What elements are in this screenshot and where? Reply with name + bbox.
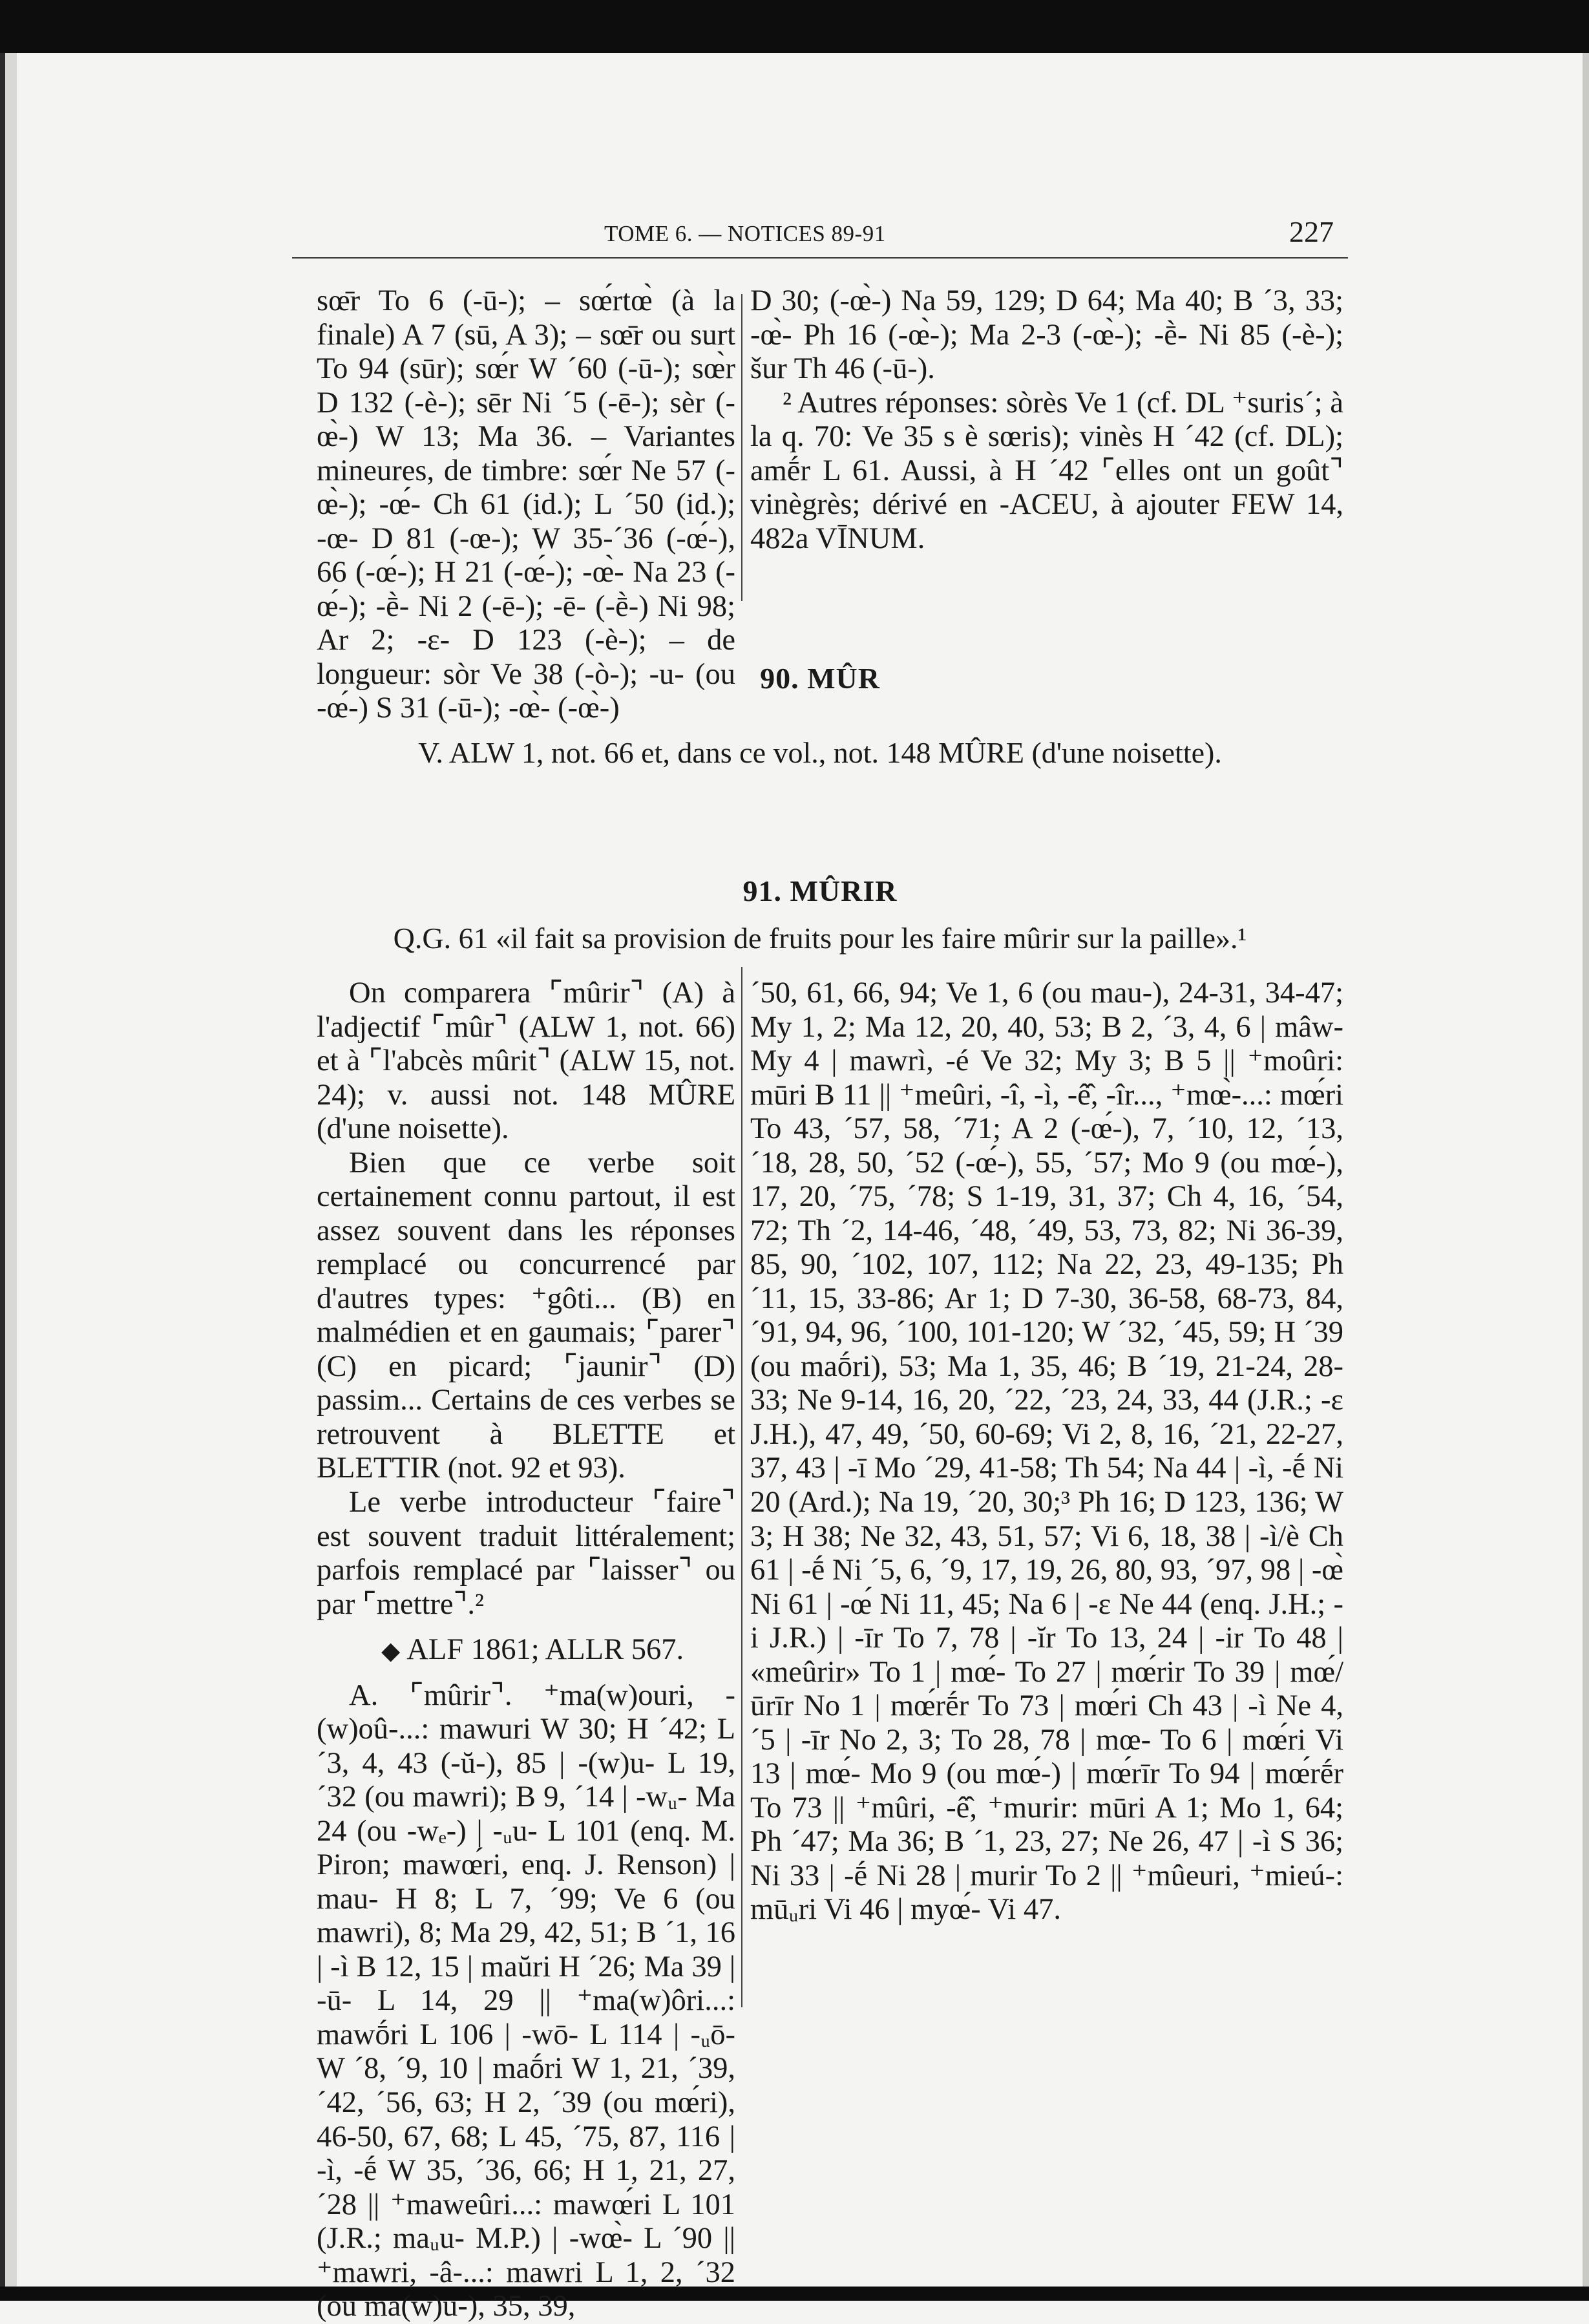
scan-border-bottom [0,2287,1589,2301]
page-number: 227 [1289,215,1334,248]
type-a-entry: A. ⌜mûrir⌝. ⁺ma(w)ouri, -(w)oû-...: mawuri W 30; H ´42; L ´3, 4, 43 (-ŭ-), 85 | -(w)u- L 19, ´32 (ou mawri); B 9, ´14 | -wᵤ- Ma 24 (ou -wₑ-) | -ᵤu- L 101 (enq. M. Piron; mawœ́ri, enq. J. Renson) | mau- H 8; L 7, ´99; Ve 6 (ou mawri), 8; Ma 29, 42, 51; B ´1, 16 | -ì B 12, 15 | maŭri H ´26; Ma 39 | -ū- L 14, 29 || ⁺ma(w)ôri...: mawṓri L 106 | -wō- L 114 | -ᵤō- W ´8, ´9, 10 | maṓri W 1, 21, ´39, ´42, ´56, 63; H 2, ´39 (ou mœ́ri), 46-50, 67, 68; L 45, ´75, 87, 116 | -ì, -ḗ W 35, ´36, 66; H 1, 21, 27, ´28 || ⁺maweûri...: mawœ́ri L 101 (J.R.; maᵤu- M.P.) | -wœ̀- L ´90 || ⁺mawri, -â-...: mawri L 1, 2, ´32 (ou ma(w)u-), 35, 39, [317,1678,735,2323]
footnote-2: ² Autres réponses: sòrès Ve 1 (cf. DL ⁺suris´; à la q. 70: Ve 35 s è sœris); vinès H ´42 (cf. DL); amḗr L 61. Aussi, à H ´42 ⌜elles ont un goût⌝ vinègrès; dérivé en -ACEU, à ajouter FEW 14, 482a VĪNUM. [750,386,1343,555]
notice-91-title: 91. MÛRIR [742,874,898,907]
notice-90-reference: V. ALW 1, not. 66 et, dans ce vol., not. 148 MÛRE (d'une noisette). [418,736,1222,769]
top-left-column [317,284,735,726]
top-right-column [750,284,1343,556]
continuation-text-right: D 30; (-œ̀-) Na 59, 129; D 64; Ma 40; B ´3, 33; -œ̀- Ph 16 (-œ̀-); Ma 2-3 (-œ̀-); -ḕ- Ni 85 (-è-); šur Th 46 (-ū-). [750,284,1343,386]
running-head: TOME 6. — NOTICES 89-91 [604,221,886,246]
references-line [317,1633,735,1667]
paragraph-intro: On comparera ⌜mûrir⌝ (A) à l'adjectif ⌜mûr⌝ (ALW 1, not. 66) et à ⌜l'abcès mûrit⌝ (ALW 15, not. 24); v. aussi not. 148 MÛRE (d'une noisette). [317,977,735,1146]
scan-edge-left [0,53,5,2287]
continuation-text-left: sœ̄r To 6 (-ū-); – sœ́rtœ̀ (à la finale) A 7 (sū, A 3); – sœ̄r ou surt To 94 (sūr); sœ́r W ´60 (-ū-); sœ̀r D 132 (-è-); sēr Ni ´5 (-ē-); sèr (-œ̀-) W 13; Ma 36. – Variantes mineures, de timbre: sœ́r Ne 57 (-œ̀-); -œ́- Ch 61 (id.); L ´50 (id.); -œ- D 81 (-œ-); W 35-´36 (-œ́-), 66 (-œ́-); H 21 (-œ́-); -œ̀- Na 23 (-œ́-); -ḕ- Ni 2 (-ē-); -ē- (-ḕ-) Ni 98; Ar 2; -ε- D 123 (-è-); – de longueur: sòr Ve 38 (-ò-); -u- (ou -œ́-) S 31 (-ū-); -œ̀- (-œ̀-) [317,284,735,725]
notice-91-question: Q.G. 61 «il fait sa provision de fruits pour les faire mûrir sur la paille».¹ [393,922,1247,955]
scan-border-right [1583,53,1589,2287]
paragraph-introducer: Le verbe introducteur ⌜faire⌝ est souvent traduit littéralement; parfois remplacé par ⌜laisser⌝ ou par ⌜mettre⌝.² [317,1485,735,1621]
notice-91-left-column [317,977,735,2324]
paragraph-types: Bien que ce verbe soit certainement connu partout, il est assez souvent dans les réponses remplacé ou concurrencé par d'autres types: ⁺gôti... (B) en malmédien et en gaumais; ⌜parer⌝ (C) en picard; ⌜jaunir⌝ (D) passim... Certains de ces verbes se retrouvent à BLETTE et BLETTIR (not. 92 et 93). [317,1146,735,1485]
column-divider-top [741,294,742,601]
header-rule [292,257,1348,259]
column-divider-bottom [741,967,742,2007]
notice-91-right-column [750,977,1343,1927]
type-a-continuation: ´50, 61, 66, 94; Ve 1, 6 (ou mau-), 24-31, 34-47; My 1, 2; Ma 12, 20, 40, 53; B 2, ´3, 4, 6 | mâw- My 4 | mawrì, -é Ve 32; My 3; B 5 || ⁺moûri: mūri B 11 || ⁺meûri, -î, -ì, -ê̂, -îr..., ⁺mœ̀-...: mœ́ri To 43, ´57, 58, ´71; A 2 (-œ́-), 7, ´10, 12, ´13, ´18, 28, 50, ´52 (-œ́-), 55, ´57; Mo 9 (ou mœ́-), 17, 20, ´75, ´78; S 1-19, 31, 37; Ch 4, 16, ´54, 72; Th ´2, 14-46, ´48, ´49, 53, 73, 82; Ni 36-39, 85, 90, ´102, 107, 112; Na 22, 23, 49-135; Ph ´11, 15, 33-86; Ar 1; D 7-30, 36-58, 68-73, 84, ´91, 94, 96, ´100, 101-120; W ´32, ´45, 59; H ´39 (ou maṓri), 53; Ma 1, 35, 46; B ´19, 21-24, 28-33; Ne 9-14, 16, 20, ´22, ´23, 24, 33, 44 (J.R.; -ε J.H.), 47, 49, ´50, 60-69; Vi 2, 8, 16, ´21, 22-27, 37, 43 | -ī Mo ´29, 41-58; Th 54; Na 44 | -ì, -ḗ Ni 20 (Ard.); Na 19, ´20, 30;³ Ph 16; D 123, 136; W 3; H 38; Ne 32, 43, 51, 57; Vi 6, 18, 38 | -ì/è Ch 61 | -ḗ Ni ´5, 6, ´9, 17, 19, 26, 80, 93, ´97, 98 | -œ̀ Ni 61 | -œ́ Ni 11, 45; Na 6 | -ε Ne 44 (enq. J.H.; -i J.R.) | -īr To 7, 78 | -ĭr To 13, 24 | -ir To 48 | «meûrir» To 1 | mœ́- To 27 | mœ́rir To 39 | mœ́/ūrīr No 1 | mœ́rḗr To 73 | mœ́ri Ch 43 | -ì Ne 4, ´5 | -īr No 2, 3; To 28, 78 | mœ- To 6 | mœ́ri Vi 13 | mœ́- Mo 9 (ou mœ́-) | mœ́rīr To 94 | mœ́rḗr To 73 || ⁺mûri, -ê̂, ⁺murir: mūri A 1; Mo 1, 64; Ph ´47; Ma 36; B ´1, 23, 27; Ne 26, 47 | -ì S 36; Ni 33 | -ḗ Ni 28 | murir To 2 || ⁺mûeuri, ⁺mieú-: mūᵤri Vi 46 | myœ́- Vi 47. [750,977,1343,1927]
scan-border-top [0,0,1589,53]
notice-90-title: 90. MÛR [760,662,880,695]
references-text: ALF 1861; ALLR 567. [406,1633,684,1667]
diamond-icon: ◆ [381,1638,401,1665]
